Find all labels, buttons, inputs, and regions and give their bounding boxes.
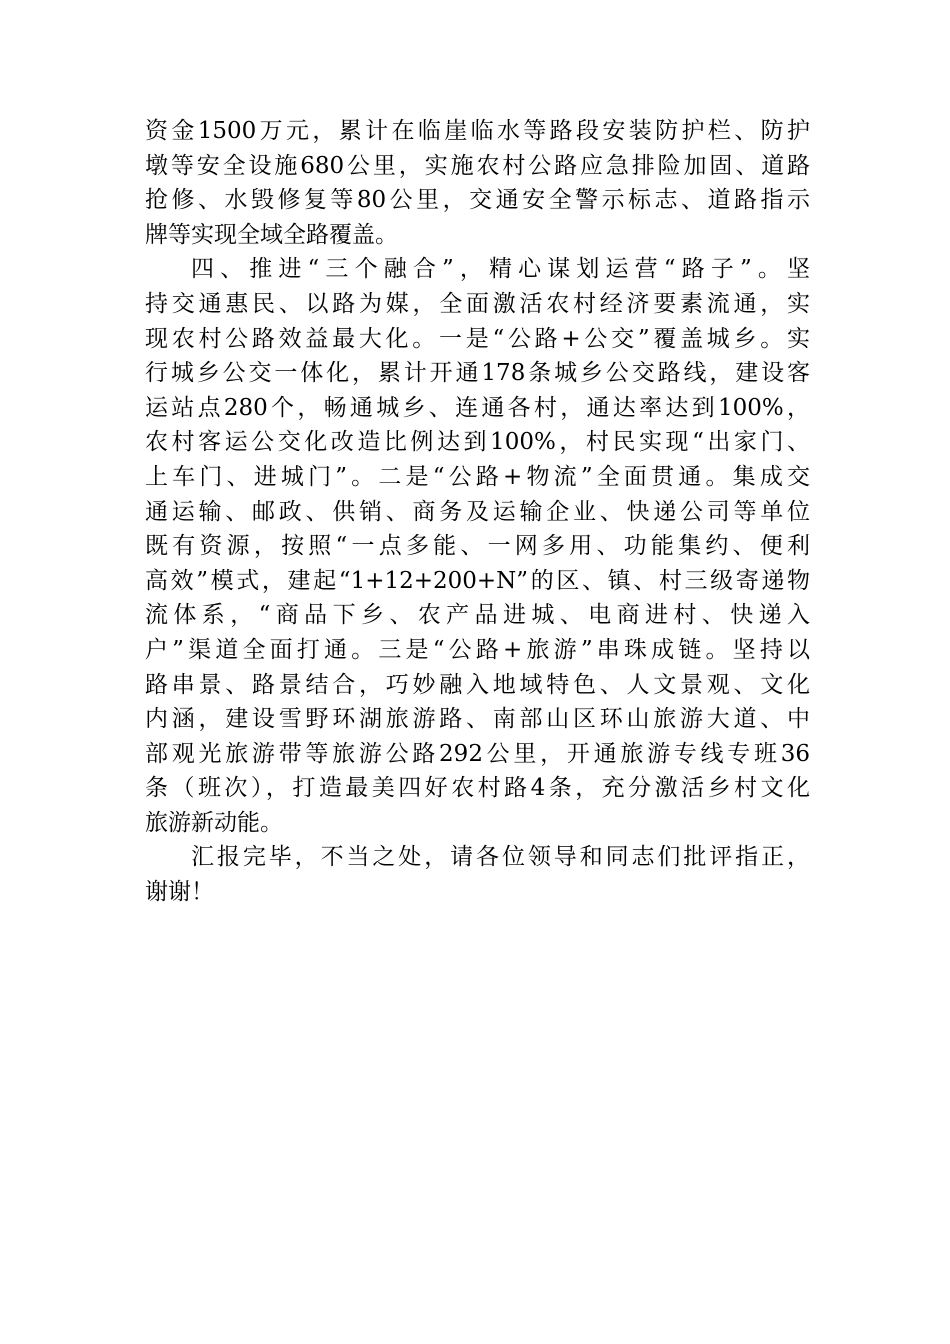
paragraph-2-line-11: 流体系，“商品下乡、农产品进城、电商进村、快递入	[145, 602, 810, 629]
body-text	[145, 114, 810, 910]
paragraph-2-line-10: 高效”模式，建起“1+12+200+N”的区、镇、村三级寄递物	[145, 567, 810, 594]
paragraph-2-line-1: 四、推进“三个融合”，精心谋划运营“路子”。坚	[191, 256, 810, 283]
paragraph-2-line-17: 旅游新动能。	[145, 809, 283, 836]
paragraph-2-line-5: 运站点280个，畅通城乡、连通各村，通达率达到100%，	[145, 394, 810, 421]
paragraph-1-line-3: 抢修、水毁修复等80公里，交通安全警示标志、道路指示	[145, 187, 810, 214]
paragraph-1-line-2: 墩等安全设施680公里，实施农村公路应急排险加固、道路	[145, 152, 810, 179]
paragraph-2-line-6: 农村客运公交化改造比例达到100%，村民实现“出家门、	[145, 429, 810, 456]
paragraph-3-line-1: 汇报完毕，不当之处，请各位领导和同志们批评指正，	[191, 844, 810, 871]
paragraph-2-line-13: 路串景、路景结合，巧妙融入地域特色、人文景观、文化	[145, 671, 810, 698]
paragraph-2-line-15: 部观光旅游带等旅游公路292公里，开通旅游专线专班36	[145, 740, 810, 767]
paragraph-2-line-16: 条（班次），打造最美四好农村路4条，充分激活乡村文化	[145, 775, 810, 802]
paragraph-2-line-7: 上车门、进城门”。二是“公路+物流”全面贯通。集成交	[145, 463, 810, 490]
paragraph-1-line-1: 资金1500万元，累计在临崖临水等路段安装防护栏、防护	[145, 118, 810, 144]
paragraph-1-line-4: 牌等实现全域全路覆盖。	[145, 221, 398, 248]
paragraph-2-line-2: 持交通惠民、以路为媒，全面激活农村经济要素流通，实	[145, 290, 810, 317]
paragraph-2-line-3: 现农村公路效益最大化。一是“公路+公交”覆盖城乡。实	[145, 325, 810, 352]
paragraph-2-line-4: 行城乡公交一体化，累计开通178条城乡公交路线，建设客	[145, 360, 810, 387]
paragraph-2-line-9: 既有资源，按照“一点多能、一网多用、功能集约、便利	[145, 533, 810, 560]
paragraph-2-line-8: 通运输、邮政、供销、商务及运输企业、快递公司等单位	[145, 498, 810, 525]
paragraph-2-line-12: 户”渠道全面打通。三是“公路+旅游”串珠成链。坚持以	[145, 636, 810, 663]
paragraph-3-line-2: 谢谢！	[145, 879, 214, 906]
paragraph-2-line-14: 内涵，建设雪野环湖旅游路、南部山区环山旅游大道、中	[145, 706, 810, 733]
